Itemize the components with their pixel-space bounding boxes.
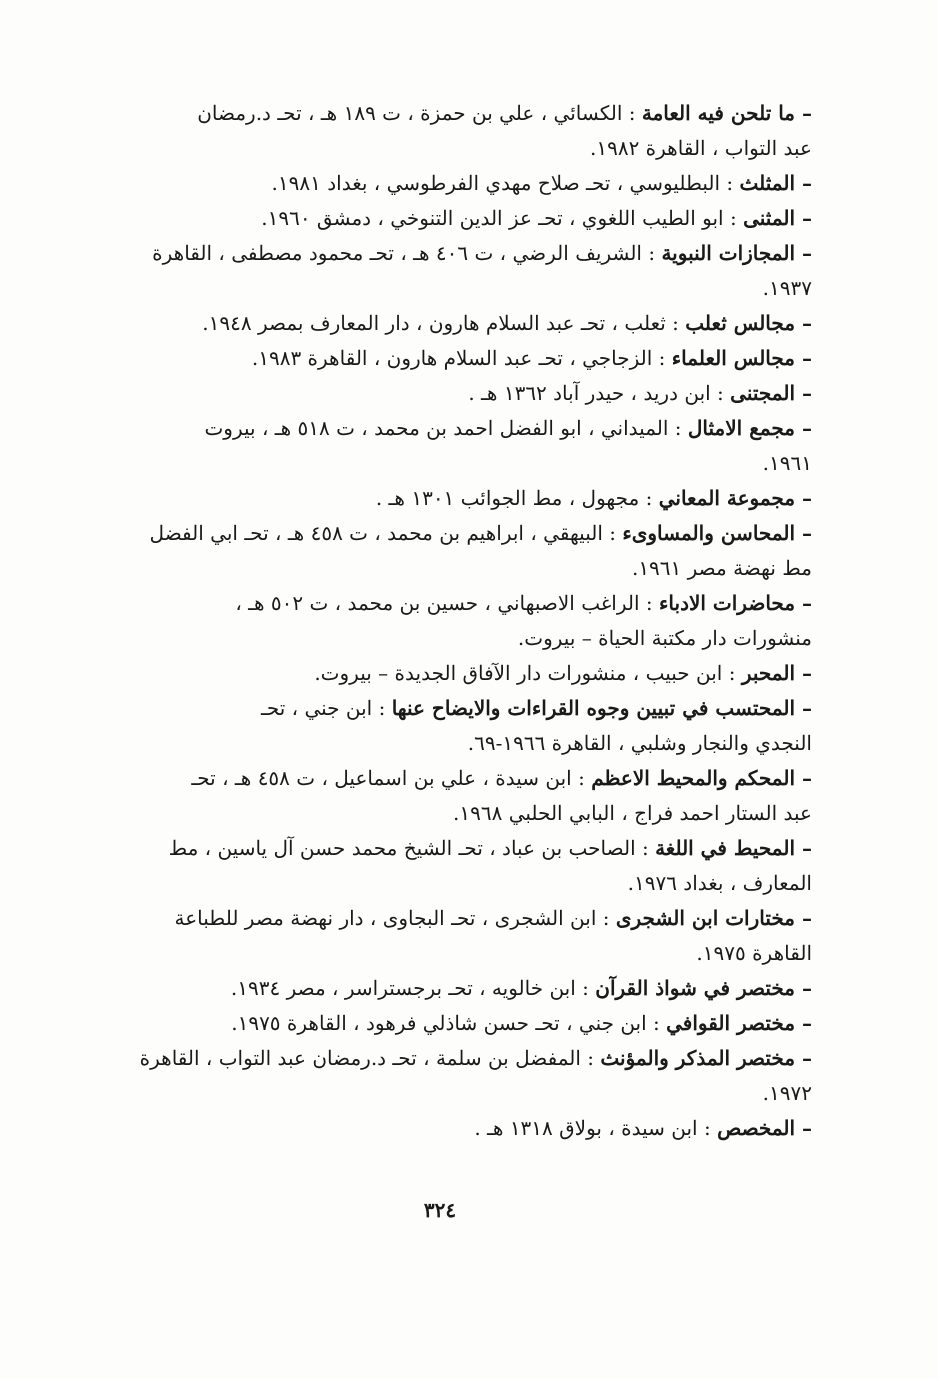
bibliography-entry: [132, 201, 812, 236]
entry-title: مختصر القوافي: [666, 1011, 796, 1035]
entry-details: : ثعلب ، تحـ عبد السلام هارون ، دار المعارف بمصر ١٩٤٨.: [202, 311, 679, 335]
bibliography-list: [132, 96, 812, 1146]
entry-dash: –: [795, 381, 812, 405]
entry-title: المثلث: [739, 171, 796, 195]
bibliography-entry: [132, 1006, 812, 1041]
entry-continuation: منشورات دار مكتبة الحياة – بيروت.: [517, 626, 812, 650]
entry-dash: –: [795, 836, 812, 860]
entry-continuation: عبد الستار احمد فراج ، البابي الحلبي ١٩٦٨.: [453, 801, 812, 825]
entry-details: : ابن جني ، تحـ: [260, 696, 386, 720]
bibliography-entry: [132, 96, 812, 166]
entry-title: مجموعة المعاني: [658, 486, 796, 510]
entry-details: : ابن خالويه ، تحـ برجستراسر ، مصر ١٩٣٤.: [230, 976, 589, 1000]
page-number: ٣٢٤: [423, 1198, 457, 1222]
entry-details: : ابن دريد ، حيدر آباد ١٣٦٢ هـ .: [468, 381, 724, 405]
bibliography-entry: [132, 1041, 812, 1111]
entry-title: مجمع الامثال: [687, 416, 796, 440]
entry-details: : ابو الطيب اللغوي ، تحـ عز الدين التنوخي ، دمشق ١٩٦٠.: [261, 206, 737, 230]
entry-details: : الراغب الاصبهاني ، حسين بن محمد ، ت ٥٠٢ هـ ،: [235, 591, 653, 615]
entry-title: مجالس ثعلب: [685, 311, 796, 335]
entry-details: : ابن جني ، تحـ حسن شاذلي فرهود ، القاهرة ١٩٧٥.: [231, 1011, 660, 1035]
entry-continuation: النجدي والنجار وشلبي ، القاهرة ١٩٦٦-٦٩.: [467, 731, 812, 755]
bibliography-entry: [132, 236, 812, 306]
entry-dash: –: [795, 661, 812, 685]
bibliography-entry: [132, 376, 812, 411]
bibliography-entry: [132, 516, 812, 586]
entry-dash: –: [795, 1046, 812, 1070]
bibliography-entry: [132, 166, 812, 201]
entry-dash: –: [795, 1116, 812, 1140]
entry-details: : ابن سيدة ، علي بن اسماعيل ، ت ٤٥٨ هـ ، تحـ: [191, 766, 585, 790]
entry-title: المحيط في اللغة: [655, 836, 796, 860]
entry-details: : مجهول ، مط الجوائب ١٣٠١ هـ .: [375, 486, 653, 510]
entry-continuation: مط نهضة مصر ١٩٦١.: [631, 556, 812, 580]
entry-title: مختصر في شواذ القرآن: [595, 976, 796, 1000]
entry-details: : الميداني ، ابو الفضل احمد بن محمد ، ت ٥١٨ هـ ، بيروت: [204, 416, 682, 440]
entry-dash: –: [795, 101, 812, 125]
bibliography-entry: [132, 656, 812, 691]
entry-details: : الشريف الرضي ، ت ٤٠٦ هـ ، تحـ محمود مصطفى ، القاهرة: [152, 241, 656, 265]
entry-details: : البطليوسي ، تحـ صلاح مهدي الفرطوسي ، بغداد ١٩٨١.: [271, 171, 734, 195]
entry-title: محاضرات الادباء: [659, 591, 796, 615]
entry-details: : الزجاجي ، تحـ عبد السلام هارون ، القاهرة ١٩٨٣.: [251, 346, 666, 370]
entry-title: المحكم والمحيط الاعظم: [591, 766, 796, 790]
entry-details: : الكسائي ، علي بن حمزة ، ت ١٨٩ هـ ، تحـ د.رمضان: [197, 101, 636, 125]
bibliography-entry: [132, 831, 812, 901]
entry-dash: –: [795, 416, 812, 440]
entry-dash: –: [795, 976, 812, 1000]
entry-details: : ابن حبيب ، منشورات دار الآفاق الجديدة – بيروت.: [314, 661, 736, 685]
entry-dash: –: [795, 171, 812, 195]
entry-dash: –: [795, 1011, 812, 1035]
bibliography-entry: [132, 341, 812, 376]
entry-title: المحبر: [741, 661, 796, 685]
entry-dash: –: [795, 766, 812, 790]
bibliography-entry: [132, 481, 812, 516]
bibliography-entry: [132, 306, 812, 341]
entry-title: المخصص: [717, 1116, 796, 1140]
entry-dash: –: [795, 696, 812, 720]
entry-title: ما تلحن فيه العامة: [641, 101, 796, 125]
bibliography-entry: [132, 761, 812, 831]
entry-details: : الصاحب بن عباد ، تحـ الشيخ محمد حسن آل ياسين ، مط: [168, 836, 649, 860]
entry-title: المجتنى: [730, 381, 796, 405]
entry-continuation: عبد التواب ، القاهرة ١٩٨٢.: [589, 136, 812, 160]
entry-title: المجازات النبوية: [661, 241, 796, 265]
bibliography-entry: [132, 901, 812, 971]
entry-details: : المفضل بن سلمة ، تحـ د.رمضان عبد التواب ، القاهرة: [139, 1046, 595, 1070]
entry-continuation: القاهرة ١٩٧٥.: [696, 941, 812, 965]
entry-dash: –: [795, 346, 812, 370]
bibliography-entry: [132, 971, 812, 1006]
entry-details: : ابن الشجرى ، تحـ البجاوى ، دار نهضة مصر للطباعة: [174, 906, 610, 930]
entry-title: مختصر المذكر والمؤنث: [600, 1046, 796, 1070]
entry-dash: –: [795, 311, 812, 335]
entry-dash: –: [795, 241, 812, 265]
entry-title: المثنى: [743, 206, 796, 230]
entry-dash: –: [795, 486, 812, 510]
entry-title: مجالس العلماء: [671, 346, 796, 370]
bibliography-entry: [132, 586, 812, 656]
entry-title: مختارات ابن الشجرى: [615, 906, 796, 930]
entry-dash: –: [795, 591, 812, 615]
entry-dash: –: [795, 206, 812, 230]
entry-title: المحاسن والمساوىء: [622, 521, 796, 545]
entry-details: : البيهقي ، ابراهيم بن محمد ، ت ٤٥٨ هـ ، تحـ ابي الفضل: [149, 521, 616, 545]
entry-details: : ابن سيدة ، بولاق ١٣١٨ هـ .: [474, 1116, 711, 1140]
entry-title: المحتسب في تبيين وجوه القراءات والايضاح عنها: [391, 696, 796, 720]
entry-continuation: ١٩٣٧.: [762, 276, 812, 300]
bibliography-entry: [132, 1111, 812, 1146]
entry-continuation: المعارف ، بغداد ١٩٧٦.: [627, 871, 812, 895]
bibliography-entry: [132, 691, 812, 761]
entry-dash: –: [795, 521, 812, 545]
entry-continuation: ١٩٧٢.: [762, 1081, 812, 1105]
bibliography-entry: [132, 411, 812, 481]
entry-continuation: ١٩٦١.: [762, 451, 812, 475]
entry-dash: –: [795, 906, 812, 930]
